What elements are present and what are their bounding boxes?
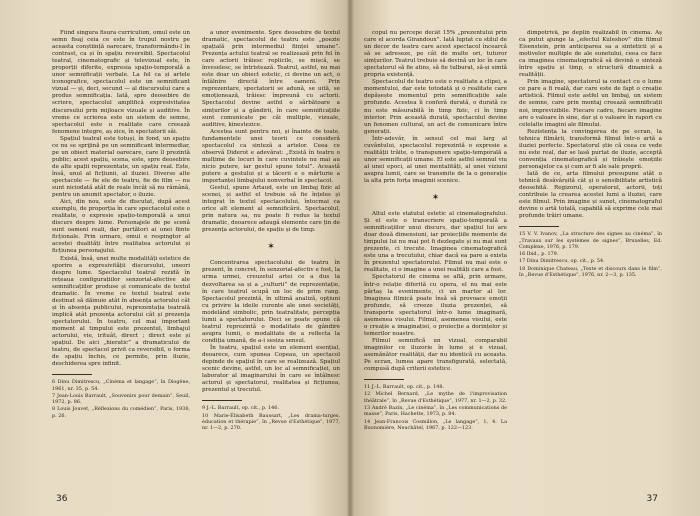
paragraph: Prin imagine, spectatorul ia contact cu o lume ce pare a fi reală, dar care este de fapt o creație artistică. Filmul este astfel un limbaj, un sistem de semne, care prin montaj creează semnificații noi, imprevizibile. Fiecare cadru, fiecare imagine are o valoare în sine, dar și o valoare în raport cu celelalte imagini ale filmului. (519, 79, 662, 128)
section-ornament: ✶ (431, 193, 440, 204)
paragraph: Altul este statutul estetic al cinematografului. Și el este o transcriere spațio-temporală a semnificațiilor unui discurs, dar spațiul lui are doar două dimensiuni, iar proiecțiile momente de timpului lui nu mai pot fi dezlegate și nu mai sunt prezente, ci trecute. Imaginea cinematografică este una a trecutului, chiar dacă ea pare a exista în prezentul spectatorului. Filmul nu mai este o realitate, ci o imagine a unei realități care a fost. (364, 211, 507, 274)
footnote: 6 Dinu Dimitrescu, „Cinéma et langage”, în Diogène, 1961, nr. 35, p. 54. (52, 379, 190, 392)
paragraph: Fiind singura fisura curriculum, omul este un semn fisaj ceia ce este în trupul nostru pe aceasta conștiință oarecare, transformându-l în contrast, ca și în spațiu reversibil. Spectacolul teatral, cinematografic și televizual este, în proporții diferite, expresia spațio-temporală a unor semnificații verbale. La fel ca și artele iconografice, spectacolul este un semnificant vizual — și, deci, secund — al discursului care a produs semnificația. Iată, spre deosebire de scriere, spectacolul amplifică expresivitatea discursului prin mijloace vizuale și auditive. În vreme ce scrierea este un sistem de semne, spectacolul este o realitate care creează fenomene integre, aș zice, în spectatorii săi. (52, 30, 190, 135)
paragraph: a unor evenimente. Spre deosebire de textul dramatic, spectacolul de teatru este „poezie spațială prin intermediul ființei umane”. Prezența actului teatral se realizează prin fel în care actorii trăiesc replicile, se mișcă, se înveselesc, se întristează. Teatrul, astfel, nu mai este doar un obiect estetic, ci devine un act, o întâlnire directă între oameni. Prin reprezentare, spectatorii se adună, se uită, se emoționează, trăiesc împreună cu actorii. Spectacolul devine astfel o sărbătoare a simțurilor și a gândirii, în care semnificațiile sunt comunicate pe căi multiple, vizuale, auditive, kinestezice. (202, 30, 340, 128)
right-col1-body-2 (364, 211, 507, 373)
left-page (52, 30, 340, 500)
footnote: 15 V. V. Ivanov, „La structure des signes au cinéma”, în „Travaux sur les systèmes de signes”, Bruxelles, Ed. Complexe, 1976, p. 179. (519, 231, 662, 250)
paragraph: În teatru, spațiul este un element esențial, deoarece, cum spunea Copeau, un spectacol depinde de spațiul în care se realizează. Spațiul scenic devine, astfel, un loc al semnificației, un laborator al imaginarului în care se întâlnesc actorul și spectatorul, realitatea și ficțiunea, prezentul și trecutul. (202, 344, 340, 394)
paragraph: Gestul, spune Artaud, este un limbaj fizic al scenei, și astfel el trebuie să fie înțeles și integrat în textul spectacolului, întocmai ca orice alt element al semnificării. Spectacolul, prin natura sa, nu poate fi redus la textul dramatic, deoarece adaugă elemente care țin de prezența actorului, de spațiu și de timp. (202, 185, 340, 234)
footnote: 8 Louis Jouvet, „Réflexions du comédien”, Paris, 1938, p. 26. (52, 406, 190, 419)
right-page-column-2 (519, 30, 662, 500)
left-col2-body (202, 30, 340, 234)
footnote-rule (519, 226, 559, 227)
footnote: 14 Jean-Francois Cosmillon, „Le langage”, 1, 4. La Buonomière, Neuchâtel, 1967, p. 122—123. (364, 418, 507, 431)
page-number-right: 37 (646, 494, 658, 504)
paragraph: Într-adevăr, în sensul cel mai larg al cuvântului, spectacolul reprezintă o expresie a realității trăite, o transpunere spațio-temporală a unor semnificații umane. El este astfel semnul viu al unei epoci, al unei mentalități, al unei viziuni asupra lumii, care se transmite de la o generație la alta prin forța imaginii scenice. (364, 135, 507, 184)
right-page-column-1 (364, 30, 507, 500)
footnote: 17 Dinu Dimitrescu, op. cit., p. 54. (519, 258, 605, 265)
paragraph: Rezistența la convingerea de pe ecran, la tehnica filmării, transformă filmul într-o artă a iluziei perfecte. Spectatorul știe că ceea ce vede nu este real, dar se lasă purtat de iluzie, acceptă convenția cinematografică și trăiește emoțiile personajelor ca și cum ar fi ale sale proprii. (519, 128, 662, 170)
paragraph: Spectacolul de teatru este o realitate a clipei, a momentului, dar este totodată și o realitate care depășește momentul prin semnificațiile sale profunde. Acestea îi conferă durată, o durată ce nu este măsurabilă în timp fizic, ci în timp interior. Prin această durată, spectacolul devine un fenomen cultural, un act de comunicare între generații. (364, 79, 507, 135)
footnote-rule (364, 379, 404, 380)
left-page-column-1 (52, 30, 190, 500)
footnote: 9 J.-L. Barrault, op. cit., p. 146. (202, 405, 279, 412)
paragraph: Aici, din nou, este de discutat, după acest exemplu, de proporția în care spectacolul este o realitate, o expresie spațio-temporală a unui discurs despre lume. Personajele de pe scenă sunt oameni reali, dar purtători ai unei fiinte ficționale. Prin urmare, omul e respingtor al acestei dualități între realitatea actorului și ficțiunea personajului. (52, 199, 190, 255)
paragraph: Iată de ce, arta filmului presupune atât o tehnică desăvârșită cât și o sensibilitate artistică deosebită. Regizorul, operatorul, actorii, toți contribuie la crearea acestei lumi a iluziei, care este filmul. Prin imagine și sunet, cinematograful devine o artă totală, capabilă să exprime cele mai profunde trăiri umane. (519, 170, 662, 220)
left-col1-body (52, 30, 190, 368)
right-col2-footnotes (519, 231, 662, 278)
right-col1-body (364, 30, 507, 185)
footnote: 7 Jean-Louis Barrault, „Souvenirs pour demain”, Seuil, 1972, p. 86. (52, 392, 190, 406)
left-col1-footnotes (52, 379, 190, 419)
footnote-rule (52, 374, 92, 375)
footnote: 13 André Bazin, „Le cinéma”, în „Les communications de masse”, Paris, Hachette, 1973, p. 84. (364, 405, 507, 418)
paragraph: Concentrarea spectacolului de teatru în prezent, în concret, în senzorial-afectiv e fost, la urma urmei, creuzetul artei ce a dus la dezvoltarea sa și a „culturii” de reprezentație, în care teatrul ocupă un loc de prim rang. Spectacolul prezintă, în ultimă analiză, opțiuni cu privire la ideile curente ale unei societăți, modelând simbolic, prin teatralitate, percepția lumii a spectatorului. Deci se poate spune că teatrul reprezintă o modalitate de gândire asupra lumii, o modalitate de a reflecta la condiția umană, de a-i sesiza sensul. (202, 260, 340, 344)
footnote-rule (202, 400, 242, 401)
paragraph: copul nu percepe decât 15% „prezentului prin care el acorda Girandoux”. Iată luptat cu stilul de un decor de teatru care acest spectacol încearcă să se adreseze, pe cât de multe ori, tuturor simțurilor. Teatrul trebuie să devină un loc în care spectatorul să fie atins, să fie tulburat, să-și simtă propria existență. (364, 30, 507, 79)
right-col1-footnotes (364, 384, 507, 431)
paragraph: dimpotrivă, pe deplin realizabil în cinema. Aș ca putut ajunge la „efectul Kuleshov” din filmul Eisenstein, prin anticiparea sa a sinteticii și a motivelor multiple de ale sunetului, ceea ce face ca imaginea cinematografică să devină o sinteză între spațiu și timp, o structură dinamică a realității. (519, 30, 662, 79)
footnote: 16 Ibid., p. 179. (519, 251, 559, 258)
footnote: 10 Marie-Élisabeth Baussart, „Les drama-turges, éducation et thérapie”, în „Revue d'Esthétique”, 1977, nr. 1—2, p. 270. (202, 412, 340, 432)
paragraph: Acestea sunt pentru noi, și înainte de toate, fundamentele unei teorii ce consideră spectacolul ca sinteză a artelor. Ceea ce observă Diderot e adevărat: „Există în teatru o mulțime de locuri în care cuvintele nu mai au nicio putere, iar gestul spune totul”. Această putere a gestului și a tăcerii e o mărturie a importanței limbajului nonverbal în spectacol. (202, 128, 340, 184)
page-number-left: 36 (56, 494, 68, 504)
paragraph: Există, însă, unei multe modalități estetice de sporire a expresivității discursului, uneori despre lume. Spectacolul teatral rezidă în rețeaua configurațiilor senzorial-afective ale semnificațiilor produse și comunicate de textul dramatic. În vreme ce textul teatral este destinat să dăinuie atât în absența actorului cât și în absența publicului, reprezentația teatrală implică atât prezența actorului cât și prezența spectatorului. În teatru, cel mai important moment al timpului este prezentul, limbajul actorului, vie, irituât, direct ; direct este și spațiul. De aici „hieratic” a dramaticului de teatru, de spectacol privit ca reversibil, o forma de spațiu închis, ce permite, prin iluzie, deschiderea spre infinit. (52, 255, 190, 368)
paragraph: Filmul semnifică un vizual, comparabil imaginilor ce iluzorie în lume și e vizual, asemănător realității, dar nu identică cu aceasta. Pe ecran, lumea apare transfigurată, selectată, compusă după criterii estetice. (364, 337, 507, 373)
right-page (364, 30, 662, 500)
footnote: 12 Michel Bernard, „Le mythe de l'improvisation théâtrale”, în „Revue d'Esthétique”, 1977, nr. 1—2, p. 32. (364, 391, 507, 404)
left-page-column-2 (202, 30, 340, 500)
right-col2-body (519, 30, 662, 220)
left-col2-footnotes (202, 405, 340, 431)
footnote: 11 J.-L. Barrault, op. cit., p. 148. (364, 384, 445, 391)
paragraph: Spectatorul de cinema se află, prin urmare, într-o relație diferită cu opera, el nu mai este părtaș la evenimente, ci un martor al lor. Imaginea filmică poate însă să provoace emoții profunde, să creeze iluzia prezenței, să transporte spectatorul într-o lume imaginară, asemenea visului. Filmul, asemenea visului, este o creație a imaginației, o proiecție a dorințelor și temerilor noastre. (364, 274, 507, 337)
left-col2-body-2 (202, 260, 340, 394)
footnote: 18 Dominique Chateau, „Texte et discours dans le film”, în „Revue d'Esthétique”, 1976, nr. 2—3, p. 135. (519, 265, 662, 279)
section-ornament: ✶ (267, 242, 275, 253)
paragraph: Spațiul teatral este totuși, în fond, un spațiu ce nu se sprijină pe un semnificant intermediar, pe un obiect material oarecare, care îl prezintă public; acest spațiu, scena, este, spre deosebire de alte spații reprezentate, un spațiu real. Este, însă, unul al ficțiunii, al iluziei. Diverse alte spectacole — fie ele de teatru, fie de film — nu sunt niciodată atât de reale încât să nu rămână, pentru un anumit spectator, o iluzie. (52, 135, 190, 199)
